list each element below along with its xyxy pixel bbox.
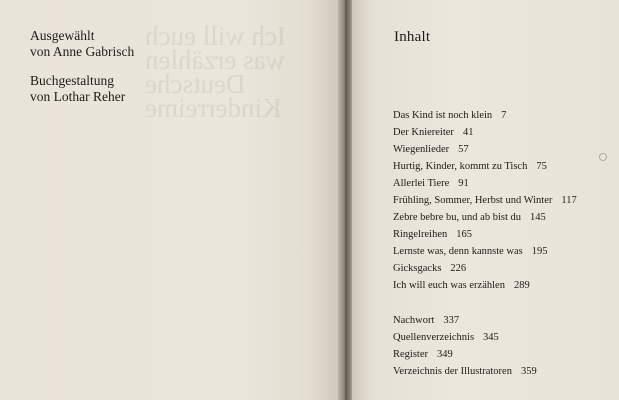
toc-entry-title: Der Kniereiter xyxy=(393,127,454,138)
toc-heading: Inhalt xyxy=(394,29,431,45)
toc-entry-page: 349 xyxy=(437,349,453,360)
toc-entry-page: 289 xyxy=(513,280,530,291)
toc-entry xyxy=(393,329,577,346)
toc-entry-page: 7 xyxy=(501,110,507,121)
toc-entry xyxy=(393,260,577,277)
show-through-line: Deutsche xyxy=(145,69,246,99)
toc-entry-title: Quellenverzeichnis xyxy=(393,332,475,343)
toc-entry xyxy=(393,226,577,243)
chapter-list xyxy=(393,107,577,294)
book-gutter xyxy=(338,0,352,400)
show-through-text xyxy=(145,21,335,123)
design-credit xyxy=(30,73,134,105)
toc-entry-title: Frühling, Sommer, Herbst und Winter xyxy=(393,195,553,206)
toc-entry-title: Hurtig, Kinder, kommt zu Tisch xyxy=(393,161,528,172)
toc-entry-page: 57 xyxy=(458,144,469,155)
toc-entry xyxy=(393,363,577,380)
credit-person: von Anne Gabrisch xyxy=(30,44,135,59)
toc-entry-title: Wiegenlieder xyxy=(393,144,450,155)
toc-entry-page: 226 xyxy=(450,263,467,274)
toc-entry-page: 145 xyxy=(530,212,546,223)
toc-entry xyxy=(393,277,577,294)
toc-entry-title: Lernste was, denn kannste was xyxy=(393,246,523,257)
show-through-line: Ich will euch xyxy=(145,21,286,51)
toc-entry-title: Zebre bebre bu, und ab bist du xyxy=(393,212,522,223)
toc-entry-page: 195 xyxy=(531,246,548,257)
toc-entry xyxy=(393,124,577,141)
toc-entry-title: Register xyxy=(393,349,428,360)
appendix-list xyxy=(393,312,577,380)
toc-entry-page: 359 xyxy=(520,366,537,377)
show-through-line: Kinderreime xyxy=(145,93,282,123)
toc-entry-title: Nachwort xyxy=(393,315,435,326)
toc-entry xyxy=(393,346,577,363)
credit-role: Ausgewählt xyxy=(30,28,95,43)
toc-entry xyxy=(393,312,577,329)
toc-entry-page: 41 xyxy=(462,127,474,138)
toc-entry xyxy=(393,107,577,124)
toc-entry-page: 345 xyxy=(483,332,499,343)
toc-entry xyxy=(393,175,577,192)
toc-entry-title: Gicksgacks xyxy=(393,263,442,274)
credit-person: von Lothar Reher xyxy=(30,89,126,104)
toc-entry-page: 165 xyxy=(456,229,472,240)
toc-entry-title: Verzeichnis der Illustratoren xyxy=(393,366,512,377)
page-mark-icon xyxy=(599,153,607,161)
credit-role: Buchgestaltung xyxy=(30,73,114,88)
table-of-contents xyxy=(393,107,577,380)
toc-entry-page: 337 xyxy=(443,315,460,326)
toc-entry-page: 75 xyxy=(536,161,547,172)
show-through-line: was erzählen xyxy=(145,45,286,75)
toc-entry xyxy=(393,192,577,209)
toc-entry-title: Ringelreihen xyxy=(393,229,448,240)
toc-entry-page: 117 xyxy=(561,195,577,206)
toc-entry-page: 91 xyxy=(458,178,469,189)
toc-entry xyxy=(393,243,577,260)
toc-entry-title: Das Kind ist noch klein xyxy=(393,110,493,121)
selection-credit xyxy=(30,28,134,60)
toc-entry xyxy=(393,209,577,226)
toc-entry xyxy=(393,141,577,158)
toc-entry xyxy=(393,158,577,175)
toc-gap xyxy=(393,294,577,312)
credits xyxy=(30,28,134,118)
toc-entry-title: Allerlei Tiere xyxy=(393,178,450,189)
toc-entry-title: Ich will euch was erzählen xyxy=(393,280,505,291)
